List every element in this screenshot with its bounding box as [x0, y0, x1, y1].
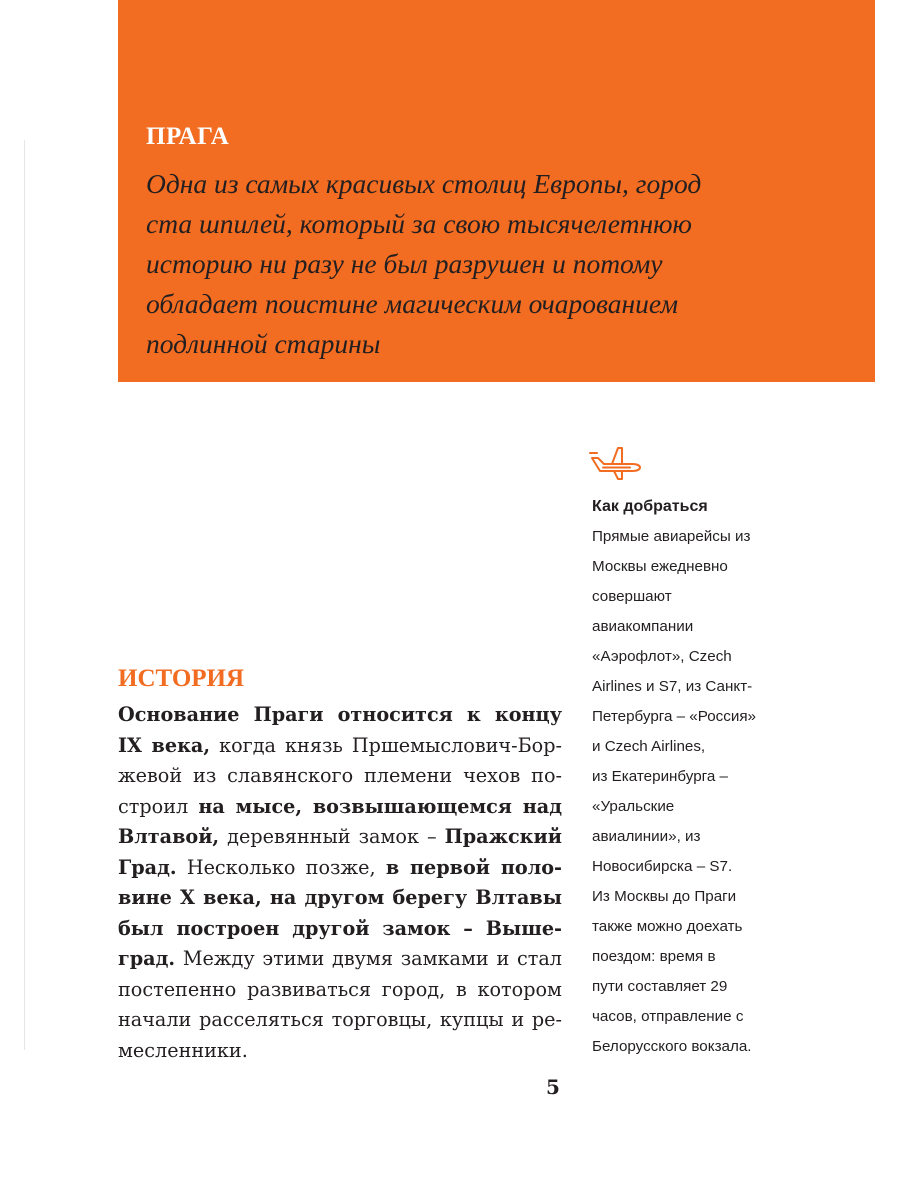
- body-line: месленники.: [118, 1038, 248, 1062]
- sidebar-line: «Аэрофлот», Czech: [592, 648, 732, 665]
- lead-line: обладает поистине магическим очарованием: [146, 288, 678, 319]
- city-title: ПРАГА: [146, 123, 230, 150]
- sidebar-line: Airlines и S7, из Санкт-: [592, 678, 753, 695]
- sidebar-title: Как добраться: [592, 498, 708, 515]
- body-line: вине X века, на другом берегу Влтавы: [118, 886, 562, 909]
- lead-line: Одна из самых красивых столиц Европы, город: [146, 168, 702, 199]
- body-line: Град. Несколько позже, в первой поло-: [118, 855, 563, 879]
- body-line: град. Между этими двумя замками и стал: [118, 947, 562, 970]
- sidebar-line: авиалинии», из: [592, 828, 701, 845]
- sidebar-line: Белорусского вокзала.: [592, 1038, 752, 1055]
- sidebar-line: также можно доехать: [592, 918, 743, 935]
- body-line: постепенно развиваться город, в котором: [118, 977, 562, 1001]
- body-line: IX века, когда князь Пршемыслович-Бор-: [118, 733, 563, 757]
- sidebar-line: Прямые авиарейсы из: [592, 528, 751, 545]
- sidebar-line: пути составляет 29: [592, 978, 728, 995]
- how-to-get-sidebar: [592, 442, 792, 1062]
- page-edge-divider: [24, 140, 25, 1050]
- sidebar-line: и Czech Airlines,: [592, 738, 706, 755]
- sidebar-line: Москвы ежедневно: [592, 558, 728, 575]
- airplane-icon: [588, 442, 642, 482]
- sidebar-line: авиакомпании: [592, 618, 694, 635]
- body-line: начали расселяться торговцы, купцы и ре-: [118, 1008, 562, 1031]
- body-line: строил на мысе, возвышающемся над: [118, 794, 562, 818]
- page-number: 5: [546, 1075, 560, 1099]
- history-body: [118, 700, 562, 1066]
- body-line: Влтавой, деревянный замок – Пражский: [118, 825, 562, 848]
- sidebar-line: Петербурга – «Россия»: [592, 708, 757, 725]
- lead-line: подлинной старины: [146, 328, 381, 359]
- lead-line: историю ни разу не был разрушен и потому: [146, 248, 663, 279]
- body-line: Основание Праги относится к концу: [118, 703, 562, 726]
- history-title: ИСТОРИЯ: [118, 665, 245, 692]
- city-lead: [146, 164, 756, 364]
- sidebar-line: «Уральские: [592, 798, 675, 815]
- body-line: жевой из славянского племени чехов по-: [118, 764, 562, 787]
- sidebar-line: поездом: время в: [592, 948, 716, 965]
- lead-line: ста шпилей, который за свою тысячелетнюю: [146, 208, 692, 239]
- header-banner: [118, 0, 875, 382]
- sidebar-line: из Екатеринбурга –: [592, 768, 728, 785]
- sidebar-line: Из Москвы до Праги: [592, 888, 737, 905]
- sidebar-line: Новосибирска – S7.: [592, 858, 733, 875]
- sidebar-line: часов, отправление с: [592, 1008, 744, 1025]
- body-line: был построен другой замок – Выше-: [118, 916, 562, 940]
- sidebar-line: совершают: [592, 588, 672, 605]
